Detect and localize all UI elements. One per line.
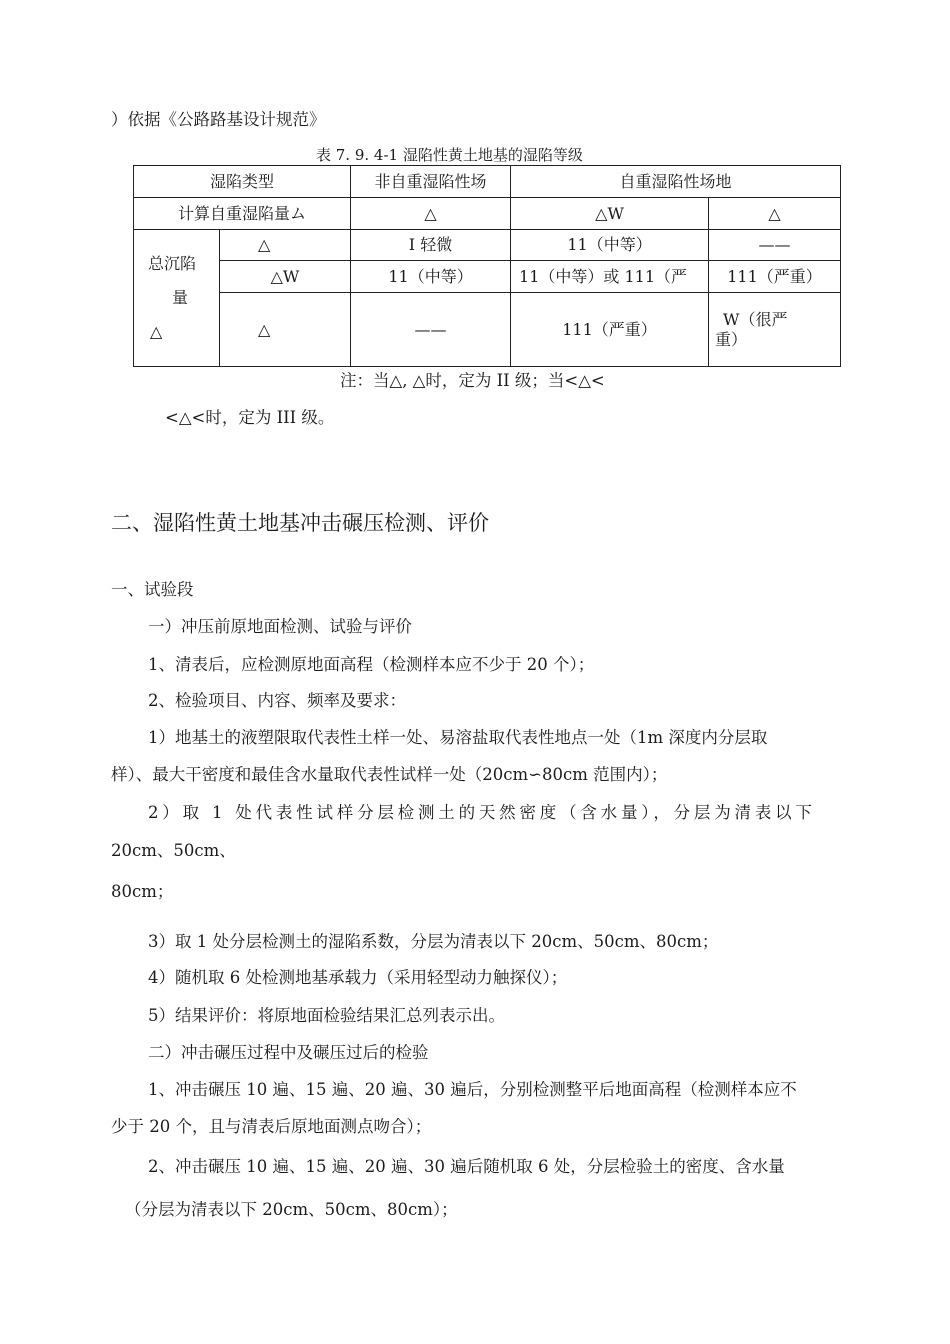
section-title: 二、湿陷性黄土地基冲击碾压检测、评价: [111, 511, 489, 535]
subsidence-grade-table: [133, 165, 841, 367]
cond-cell: △: [220, 230, 351, 261]
paragraph: 2、冲击碾压 10 遍、15 遍、20 遍、30 遍后随机取 6 处，分层检验土的密度、含水量: [148, 1157, 785, 1176]
paragraph: 3）取 1 处分层检测土的湿陷系数，分层为清表以下 20cm、50cm、80cm；: [148, 932, 719, 951]
total-label-line: △: [150, 322, 163, 341]
subheading: 二）冲击碾压过程中及碾压过后的检验: [148, 1043, 429, 1062]
table-header-row: [134, 166, 841, 198]
cond-cell: △: [220, 293, 351, 367]
grade-cell: 111（严重）: [511, 293, 709, 367]
paragraph: 1、清表后，应检测原地面高程（检测样本应不少于 20 个）；: [148, 655, 595, 674]
grade-cell: 11（中等）: [351, 261, 511, 293]
grade-cell: ——: [351, 293, 511, 367]
paragraph: 样）、最大干密度和最佳含水量取代表性试样一处（20cm∽80cm 范围内）；: [111, 765, 668, 784]
grade-cell: 11（中等）: [511, 230, 709, 261]
paragraph: 少于 20 个，且与清表后原地面测点吻合）；: [111, 1117, 432, 1136]
paragraph: 5）结果评价：将原地面检验结果汇总列表示出。: [148, 1006, 505, 1025]
subheading: 一、试验段: [111, 580, 194, 599]
paragraph: 2、检验项目、内容、频率及要求：: [148, 691, 406, 710]
calc-cell: △: [351, 198, 511, 230]
header-non-self: 非自重湿陷性场: [351, 166, 511, 198]
table-note: 注：当△, △时，定为 II 级；当<△<: [340, 371, 605, 390]
total-subsidence-label: [134, 230, 220, 367]
grade-cell: I 轻微: [351, 230, 511, 261]
grade-cell: ——: [709, 230, 841, 261]
table-row: [134, 293, 841, 367]
header-self: 自重湿陷性场地: [511, 166, 841, 198]
intro-line: ）依据《公路路基设计规范》: [111, 110, 326, 129]
paragraph: （分层为清表以下 20cm、50cm、80cm）；: [125, 1200, 458, 1219]
paragraph: 1）地基土的液塑限取代表性土样一处、易溶盐取代表性地点一处（1m 深度内分层取: [148, 728, 768, 747]
table-row: [134, 230, 841, 261]
calc-cell: △: [709, 198, 841, 230]
subheading: 一）冲压前原地面检测、试验与评价: [148, 617, 412, 636]
paragraph: 2）取 1 处代表性试样分层检测土的天然密度（含水量），分层为清表以下: [148, 803, 816, 822]
table-row: [134, 261, 841, 293]
table-caption: 表 7. 9. 4-1 湿陷性黄土地基的湿陷等级: [316, 146, 583, 164]
grade-cell: 111（严重）: [709, 261, 841, 293]
total-label-line: 总沉陷: [148, 254, 197, 273]
grade-line: W（很严: [723, 309, 788, 329]
grade-cell: [709, 293, 841, 367]
paragraph: 1、冲击碾压 10 遍、15 遍、20 遍、30 遍后，分别检测整平后地面高程（检测样本应不: [148, 1080, 797, 1099]
paragraph: 20cm、50cm、: [111, 841, 236, 860]
calc-cell: △W: [511, 198, 709, 230]
header-type: 湿陷类型: [134, 166, 351, 198]
grade-cell: 11（中等）或 111（严: [511, 261, 709, 293]
table-row: [134, 198, 841, 230]
calc-label: 计算自重湿陷量ム: [134, 198, 351, 230]
total-label-line: 量: [172, 288, 189, 307]
table-note: <△<时，定为 III 级。: [165, 408, 335, 427]
paragraph: 80cm；: [111, 882, 174, 901]
cond-cell: △W: [220, 261, 351, 293]
grade-line: 重）: [715, 329, 748, 349]
paragraph: 4）随机取 6 处检测地基承载力（采用轻型动力触探仪）；: [148, 968, 568, 987]
